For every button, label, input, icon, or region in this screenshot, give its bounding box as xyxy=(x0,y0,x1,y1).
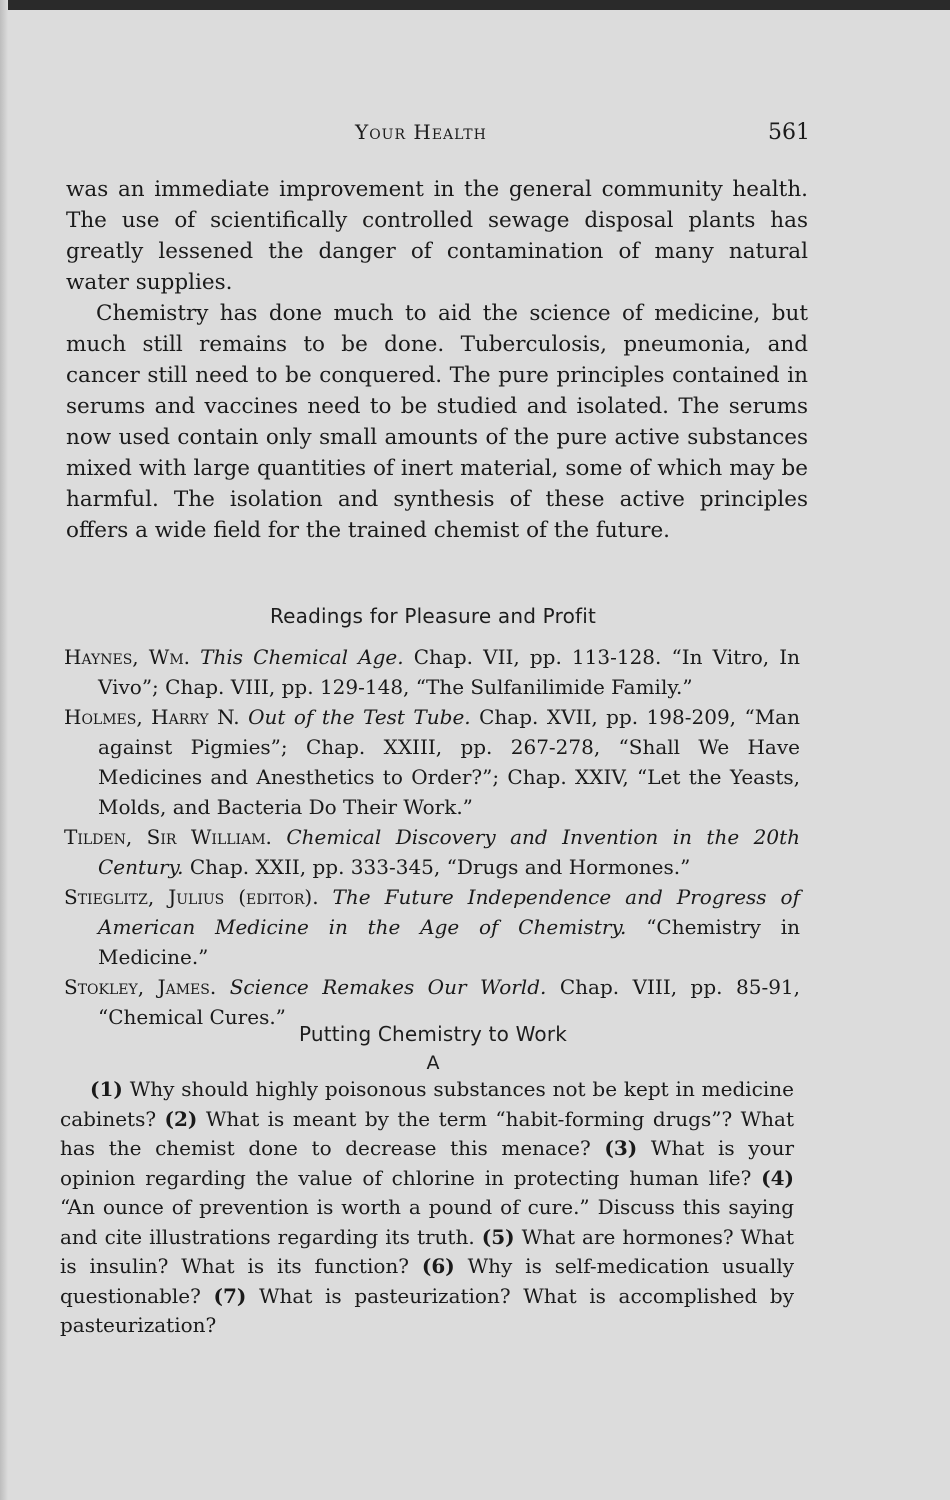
question-text: What is your opinion regarding the value of chlorine in protecting human life? xyxy=(60,1136,795,1190)
reading-title: This Chemical Age. xyxy=(200,645,404,669)
exercise-section-label: A xyxy=(426,1052,440,1074)
question-text: “An ounce of prevention is worth a pound of cure.” Discuss this saying and cite illustrations regarding its truth. xyxy=(60,1195,794,1249)
question-text: Why should highly poisonous substances not be kept in medicine cabinets? xyxy=(60,1077,794,1131)
reading-item xyxy=(64,642,800,702)
paragraph: was an immediate improvement in the general community health. The use of scientifically controlled sewage disposal plants has greatly lessened the danger of contamination of many natural water supplies. xyxy=(66,177,808,295)
reading-author: Haynes, Wm. xyxy=(64,645,191,669)
question-number: (6) xyxy=(421,1254,455,1278)
page-number: 561 xyxy=(768,120,810,145)
reading-author: Stokley, James. xyxy=(64,975,217,999)
exercise-questions xyxy=(60,1075,794,1341)
reading-details: “Chemistry in Medicine.” xyxy=(98,915,800,969)
question-number: (7) xyxy=(213,1283,247,1308)
reading-title: The Future Independence and Progress of American Medicine in the Age of Chemistry. xyxy=(98,885,800,939)
running-head: Your Health xyxy=(355,120,487,144)
body-text xyxy=(66,174,808,546)
reading-details: Chap. XVII, pp. 198-209, “Man against Pigmies”; Chap. XXIII, pp. 267-278, “Shall We Have Medicines and Anesthetics to Order?”; Chap. XXIV, “Let the Yeasts, Molds, and Bacteria Do Their Work.” xyxy=(98,705,800,819)
reading-author: Holmes, Harry N. xyxy=(64,705,240,729)
question-text: What is meant by the term “habit-forming drugs”? What has the chemist done to decrease this menace? xyxy=(60,1106,795,1160)
question-number: (3) xyxy=(604,1136,638,1160)
reading-details: Chap. VII, pp. 113-128. “In Vitro, In Vivo”; Chap. VIII, pp. 129-148, “The Sulfanilimide Family.” xyxy=(98,645,801,699)
reading-item xyxy=(64,702,800,822)
readings-heading: Readings for Pleasure and Profit xyxy=(269,604,597,628)
question-text: What is pasteurization? What is accomplished by pasteurization? xyxy=(60,1283,795,1337)
questions-paragraph xyxy=(60,1075,794,1341)
reading-title: Science Remakes Our World. xyxy=(229,975,547,999)
page-header xyxy=(70,120,810,150)
exercises-heading: Putting Chemistry to Work xyxy=(298,1022,568,1046)
question-number: (2) xyxy=(164,1106,198,1131)
page-gutter-shadow xyxy=(0,0,8,1500)
reading-title: Chemical Discovery and Invention in the 20th Century. xyxy=(98,825,800,879)
question-number: (4) xyxy=(761,1165,794,1190)
paragraph: Chemistry has done much to aid the science of medicine, but much still remains to be done. Tuberculosis, pneumonia, and cancer still need to be conquered. The pure principles contained in serums and vaccines need to be studied and isolated. The serums now used contain only small amounts of the pure active substances mixed with large quantities of inert material, some of which may be harmful. The isolation and synthesis of these active principles offers a wide field for the trained chemist of the future. xyxy=(66,301,808,543)
reading-details: Chap. XXII, pp. 333-345, “Drugs and Hormones.” xyxy=(189,855,691,879)
reading-author: Stieglitz, Julius (editor). xyxy=(64,885,319,909)
reading-title: Out of the Test Tube. xyxy=(248,705,471,729)
reading-author: Tilden, Sir William. xyxy=(64,825,272,849)
question-text: Why is self-medication usually questionable? xyxy=(60,1254,795,1308)
readings-list xyxy=(64,642,800,1032)
reading-item xyxy=(64,822,800,882)
reading-item xyxy=(64,882,800,972)
question-text: What are hormones? What is insulin? What is its function? xyxy=(60,1224,794,1278)
scan-top-edge xyxy=(0,0,950,10)
question-number: (5) xyxy=(481,1224,515,1249)
question-number: (1) xyxy=(90,1077,123,1101)
reading-details: Chap. VIII, pp. 85-91, “Chemical Cures.” xyxy=(98,975,801,1029)
